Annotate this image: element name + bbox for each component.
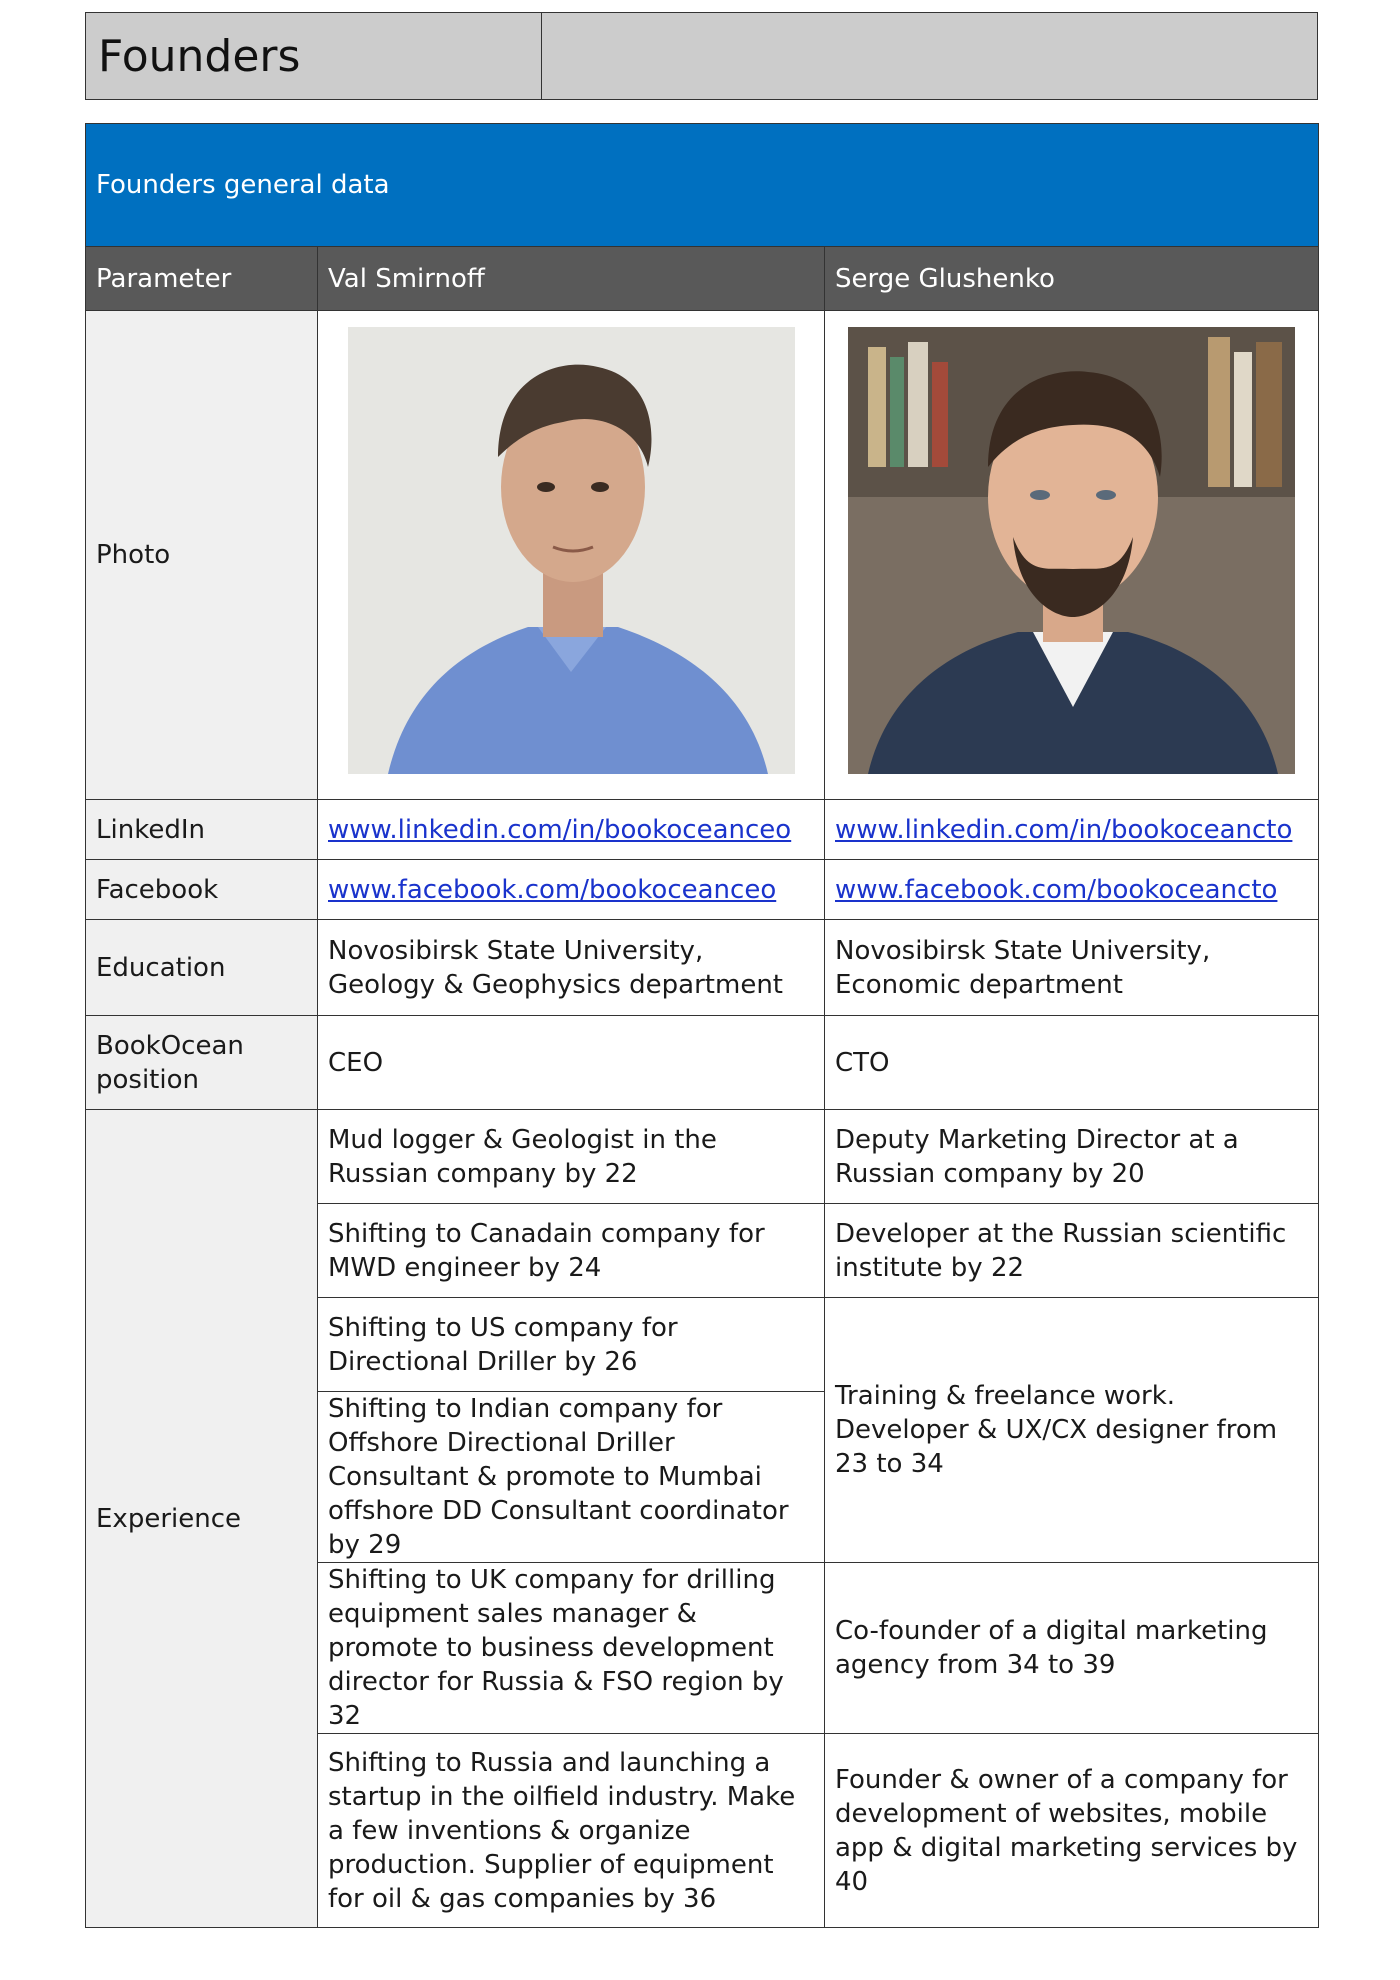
serge-education: Novosibirsk State University, Economic department (825, 920, 1319, 1016)
row-label-education: Education (86, 920, 318, 1016)
row-label-photo: Photo (86, 311, 318, 800)
val-experience-item: Shifting to Canadain company for MWD engineer by 24 (318, 1204, 825, 1298)
table-banner: Founders general data (86, 124, 1319, 247)
linkedin-cell-serge (825, 800, 1319, 860)
linkedin-cell-val (318, 800, 825, 860)
serge-position: CTO (825, 1016, 1319, 1110)
val-linkedin-link[interactable]: www.linkedin.com/in/bookoceanceo (328, 814, 792, 845)
serge-experience-item: Training & freelance work. Developer & UX/CX designer from 23 to 34 (825, 1298, 1319, 1563)
serge-experience-item: Deputy Marketing Director at a Russian company by 20 (825, 1110, 1319, 1204)
val-experience-item: Shifting to Indian company for Offshore Directional Driller Consultant & promote to Mumbai offshore DD Consultant coordinator by 29 (318, 1392, 825, 1563)
facebook-cell-serge (825, 860, 1319, 920)
serge-experience-item: Developer at the Russian scientific institute by 22 (825, 1204, 1319, 1298)
val-portrait-image (348, 327, 795, 774)
serge-photo (848, 327, 1295, 774)
page-header (85, 12, 1318, 100)
val-experience-item: Shifting to Russia and launching a startup in the oilfield industry. Make a few inventions & organize production. Supplier of equipment for oil & gas companies by 36 (318, 1734, 825, 1928)
val-facebook-link[interactable]: www.facebook.com/bookoceanceo (328, 874, 777, 905)
serge-facebook-link[interactable]: www.facebook.com/bookoceancto (835, 874, 1278, 905)
photo-cell-serge (825, 311, 1319, 800)
facebook-cell-val (318, 860, 825, 920)
row-label-position: BookOcean position (86, 1016, 318, 1110)
serge-experience-item: Co-founder of a digital marketing agency from 34 to 39 (825, 1563, 1319, 1734)
val-position: CEO (318, 1016, 825, 1110)
row-label-linkedin: LinkedIn (86, 800, 318, 860)
val-experience-item: Shifting to UK company for drilling equipment sales manager & promote to business development director for Russia & FSO region by 32 (318, 1563, 825, 1734)
row-label-experience: Experience (86, 1110, 318, 1928)
header-empty-cell (542, 13, 1317, 99)
val-experience-item: Shifting to US company for Directional Driller by 26 (318, 1298, 825, 1392)
column-header-serge: Serge Glushenko (825, 247, 1319, 311)
row-label-facebook: Facebook (86, 860, 318, 920)
serge-experience-item: Founder & owner of a company for development of websites, mobile app & digital marketing services by 40 (825, 1734, 1319, 1928)
column-header-parameter: Parameter (86, 247, 318, 311)
serge-portrait-image (848, 327, 1295, 774)
val-education: Novosibirsk State University, Geology & Geophysics department (318, 920, 825, 1016)
photo-cell-val (318, 311, 825, 800)
founders-table (85, 123, 1319, 1928)
val-photo (348, 327, 795, 774)
column-header-val: Val Smirnoff (318, 247, 825, 311)
page-title: Founders (86, 13, 542, 99)
val-experience-item: Mud logger & Geologist in the Russian company by 22 (318, 1110, 825, 1204)
serge-linkedin-link[interactable]: www.linkedin.com/in/bookoceancto (835, 814, 1293, 845)
